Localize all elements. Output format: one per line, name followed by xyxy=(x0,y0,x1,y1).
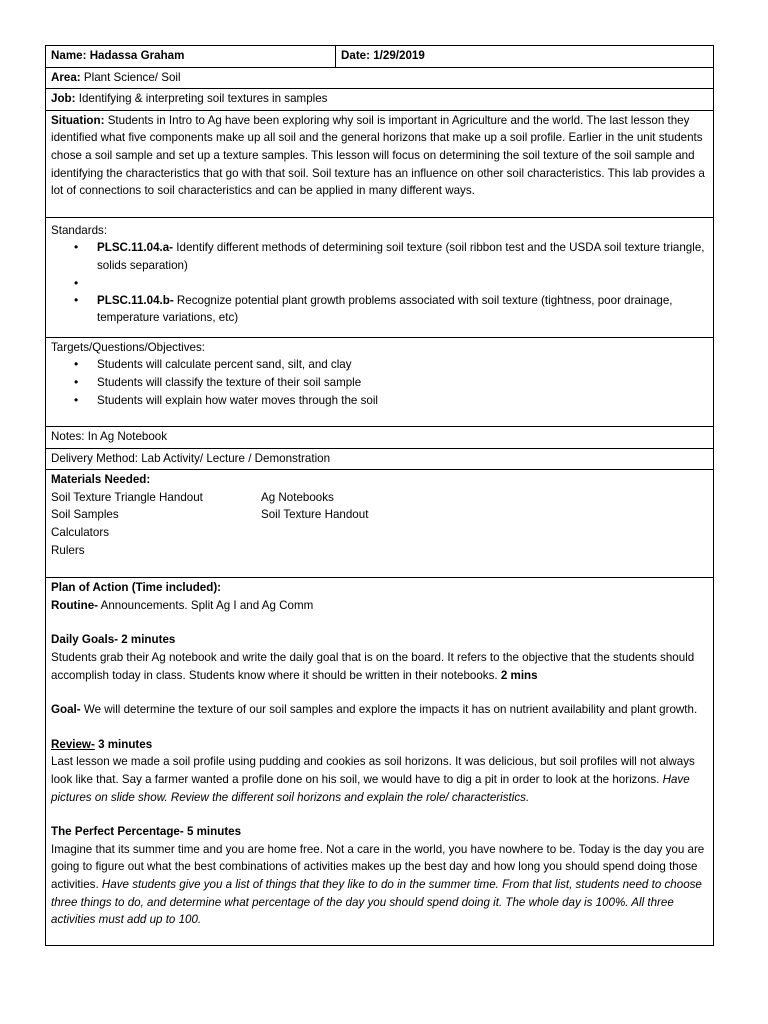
daily-goals-title: Daily Goals- 2 minutes xyxy=(51,633,176,647)
standards-cell xyxy=(46,217,714,337)
notes-row xyxy=(46,427,714,449)
target-item: • Students will classify the texture of their soil sample xyxy=(97,374,708,392)
goal-label: Goal- xyxy=(51,703,81,717)
job-row xyxy=(46,89,714,111)
date-value: 1/29/2019 xyxy=(373,49,425,62)
lesson-plan-table xyxy=(45,45,714,946)
review-title xyxy=(51,736,708,754)
perfect-percentage-title: The Perfect Percentage- 5 minutes xyxy=(51,825,242,839)
name-label: Name: xyxy=(51,49,87,62)
material-item: Soil Texture Handout xyxy=(261,508,369,522)
area-row xyxy=(46,67,714,89)
review-paragraph: Last lesson we made a soil profile using pudding and cookies as soil horizons. It was delicious, but soil profiles will not always look like that. Say a farmer wanted a profile done on his soil, we would have to dig a pit in order to look at the horizons. Have pictures on slide show. Review the different soil horizons and explain the role/ characteristics. xyxy=(51,755,695,804)
targets-cell xyxy=(46,337,714,426)
targets-list xyxy=(51,356,708,409)
materials-col-2 xyxy=(261,489,561,559)
area-label: Area: xyxy=(51,70,81,84)
situation-row xyxy=(46,110,714,217)
perfect-percentage-paragraph: Imagine that its summer time and you are home free. Not a care in the world, you have nowhere to be. Today is the day you are going to figure out what the best combinations of activities makes up the best day and how long you should spend doing those activities. Have students give you a list of things that they like to do in the summer time. From that list, students need to choose three things to do, and determine what percentage of the day you should spend doing it. The whole day is 100%. All three activities must add up to 100. xyxy=(51,842,705,927)
name-value: Hadassa Graham xyxy=(89,49,185,62)
situation-cell xyxy=(46,110,714,217)
standards-row xyxy=(46,217,714,337)
daily-goals-time: 2 mins xyxy=(500,668,538,682)
review-instruction: Have pictures on slide show. Review the different soil horizons and explain the role/ characteristics. xyxy=(51,773,690,804)
name-cell xyxy=(46,46,336,68)
plan-cell xyxy=(46,578,714,946)
review-label: Review- xyxy=(51,737,95,751)
routine-label: Routine- xyxy=(51,598,99,612)
material-item: Soil Texture Triangle Handout xyxy=(51,490,203,504)
situation-label: Situation: xyxy=(51,113,105,127)
standards-list xyxy=(51,239,708,326)
standard-text: Identify different methods of determining soil texture (soil ribbon test and the USDA soil texture triangle, solids separation) xyxy=(97,241,705,272)
targets-row xyxy=(46,337,714,426)
materials-row xyxy=(46,470,714,578)
delivery-value: Lab Activity/ Lecture / Demonstration xyxy=(141,451,331,465)
delivery-label: Delivery Method: xyxy=(51,451,138,465)
plan-row xyxy=(46,578,714,946)
materials-cell xyxy=(46,470,714,578)
materials-col-1 xyxy=(51,489,261,559)
header-row xyxy=(46,46,714,68)
standard-code: PLSC.11.04.b- xyxy=(97,293,174,307)
notes-cell xyxy=(46,427,714,449)
standards-label: Standards: xyxy=(51,223,108,237)
target-item: • Students will explain how water moves through the soil xyxy=(97,392,708,410)
daily-goals-text: Students grab their Ag notebook and write the daily goal that is on the board. It refers to the objective that the students should accomplish today in class. Students know where it should be written in their notebooks. 2 mins xyxy=(51,651,695,682)
materials-columns xyxy=(51,489,708,559)
notes-value: In Ag Notebook xyxy=(87,430,168,444)
job-label: Job: xyxy=(51,92,76,106)
delivery-row xyxy=(46,448,714,470)
notes-label: Notes: xyxy=(51,430,85,444)
plan-label: Plan of Action (Time included): xyxy=(51,581,222,595)
material-item: Soil Samples xyxy=(51,508,119,522)
area-cell xyxy=(46,67,714,89)
material-item: Calculators xyxy=(51,526,109,540)
standard-code: PLSC.11.04.a- xyxy=(97,241,174,255)
standard-item xyxy=(97,292,708,327)
targets-label: Targets/Questions/Objectives: xyxy=(51,340,206,354)
routine-text: Announcements. Split Ag I and Ag Comm xyxy=(100,598,314,612)
area-value: Plant Science/ Soil xyxy=(83,70,181,84)
materials-label: Materials Needed: xyxy=(51,473,151,487)
perfect-percentage-instruction: Have students give you a list of things that they like to do in the summer time. From that list, students need to choose three things to do, and determine what percentage of the day you should spend doing it. The whole day is 100%. All three activities must add up to 100. xyxy=(51,877,702,927)
date-label: Date: xyxy=(341,49,370,62)
material-item: Rulers xyxy=(51,543,85,557)
review-time: 3 minutes xyxy=(98,737,153,751)
job-value: Identifying & interpreting soil textures in samples xyxy=(78,92,328,106)
material-item: Ag Notebooks xyxy=(261,490,334,504)
job-cell xyxy=(46,89,714,111)
standard-item xyxy=(97,239,708,274)
target-item: • Students will calculate percent sand, silt, and clay xyxy=(97,356,708,374)
standard-text: Recognize potential plant growth problems associated with soil texture (tightness, poor drainage, temperature variations, etc) xyxy=(97,293,673,325)
situation-text: Students in Intro to Ag have been exploring why soil is important in Agriculture and the world. The last lesson they identified what five components make up all soil and the general horizons that make up a soil profile. Earlier in the unit students chose a soil sample and set up a texture samples. This lesson will focus on determining the soil texture of the soil sample and identifying the characteristics that go with that soil. Soil texture has an influence on other soil characteristics. This lab provides a lot of connections to soil characteristics and can be applied in many different ways. xyxy=(51,113,705,198)
goal-paragraph xyxy=(51,701,708,719)
routine-line xyxy=(51,597,708,615)
lesson-plan-page xyxy=(45,45,713,946)
date-cell xyxy=(336,46,714,68)
delivery-cell xyxy=(46,448,714,470)
goal-text: We will determine the texture of our soil samples and explore the impacts it has on nutrient availability and plant growth. xyxy=(83,703,698,717)
